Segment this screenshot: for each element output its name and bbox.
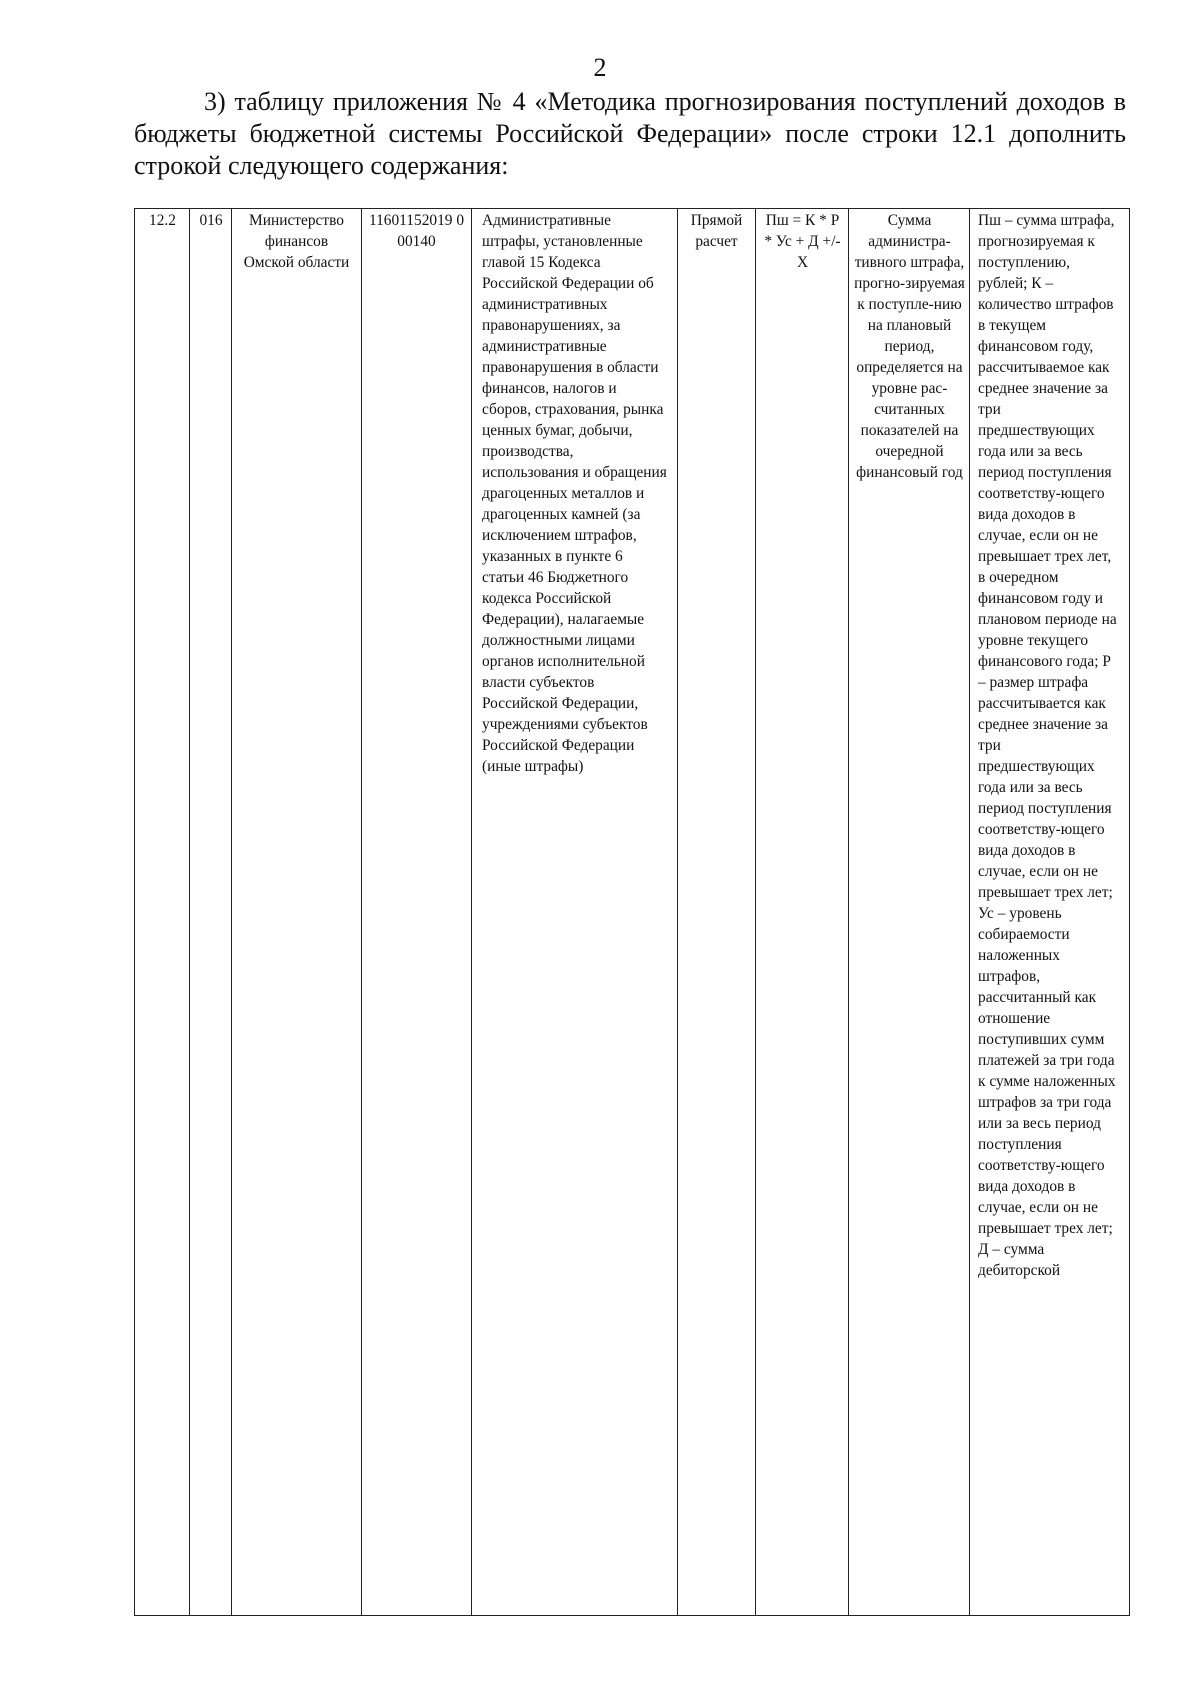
row-number: 12.2 [135, 209, 190, 1616]
page-number: 2 [593, 53, 607, 82]
forecast-method: Прямой расчет [678, 209, 756, 1616]
forecast-table [134, 208, 1130, 1616]
kbk-code: 11601152019 000140 [362, 209, 472, 1616]
forecast-formula: Пш = К * Р * Ус + Д +/- Х [756, 209, 849, 1616]
intro-paragraph [134, 86, 1126, 182]
formula-description: Пш – сумма штрафа, прогнозируемая к поступлению, рублей; К – количество штрафов в текущем финансовом году, рассчитываемое как среднее значение за три предшествующих года или за весь период поступления соответству-ющего вида доходов в случае, если он не превышает трех лет, в очередном финансовом году и плановом периоде на уровне текущего финансового года; Р – размер штрафа рассчитывается как среднее значение за три предшествующих года или за весь период поступления соответству-ющего вида доходов в случае, если он не превышает трех лет; Ус – уровень собираемости наложенных штрафов, рассчитанный как отношение поступивших сумм платежей за три года к сумме наложенных штрафов за три года или за весь период поступления соответству-ющего вида доходов в случае, если он не превышает трех лет; Д – сумма дебиторской [970, 209, 1130, 1616]
calculation-algorithm: Сумма администра-тивного штрафа, прогно-зируемая к поступле-нию на плановый период, определяется на уровне рас-считанных показателей на очередной финансовый год [849, 209, 970, 1616]
table-row [135, 209, 1130, 1616]
income-name: Административные штрафы, установленные главой 15 Кодекса Российской Федерации об административных правонарушениях, за административные правонарушения в области финансов, налогов и сборов, страхования, рынка ценных бумаг, добычи, производства, использования и обращения драгоценных металлов и драгоценных камней (за исключением штрафов, указанных в пункте 6 статьи 46 Бюджетного кодекса Российской Федерации), налагаемые должностными лицами органов исполнительной власти субъектов Российской Федерации, учреждениями субъектов Российской Федерации (иные штрафы) [472, 209, 678, 1616]
admin-code: 016 [190, 209, 232, 1616]
administrator-name: Министерство финансов Омской области [232, 209, 362, 1616]
intro-text: 3) таблицу приложения № 4 «Методика прогнозирования поступлений доходов в бюджеты бюджетной системы Российской Федерации» после строки 12.1 дополнить строкой следующего содержания: [134, 87, 1126, 180]
